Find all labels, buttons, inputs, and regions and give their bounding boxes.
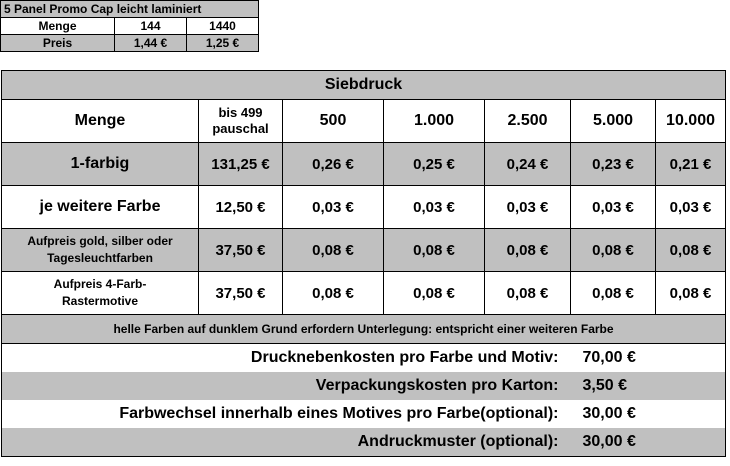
product-price-cell: 1,25 €	[187, 35, 259, 52]
price-cell: 0,03 €	[656, 186, 726, 229]
cost-label: Andruckmuster (optional):	[2, 428, 571, 457]
row-label-line2: Tagesleuchtfarben	[47, 251, 153, 265]
cost-value: 70,00 €	[571, 344, 656, 373]
table-row	[2, 272, 726, 315]
price-cell: 0,08 €	[656, 272, 726, 315]
cost-label: Drucknebenkosten pro Farbe und Motiv:	[2, 344, 571, 373]
price-cell: 37,50 €	[199, 272, 283, 315]
product-qty-cell: 1440	[187, 18, 259, 35]
price-cell: 0,08 €	[571, 272, 656, 315]
price-cell: 0,26 €	[283, 143, 384, 186]
qty-header: 10.000	[656, 100, 726, 143]
cost-value: 30,00 €	[571, 400, 656, 428]
price-cell: 0,08 €	[485, 272, 571, 315]
price-cell: 12,50 €	[199, 186, 283, 229]
price-cell: 0,23 €	[571, 143, 656, 186]
price-cell: 0,03 €	[485, 186, 571, 229]
cost-row	[2, 400, 726, 428]
siebdruck-table	[1, 70, 726, 457]
cost-spacer	[656, 344, 726, 373]
price-cell: 0,08 €	[384, 229, 485, 272]
cost-value: 3,50 €	[571, 372, 656, 400]
qty-header: 5.000	[571, 100, 656, 143]
cost-row	[2, 428, 726, 457]
price-cell: 0,21 €	[656, 143, 726, 186]
row-label-line1: Aufpreis gold, silber oder	[27, 234, 173, 248]
cost-spacer	[656, 400, 726, 428]
qty-header: 2.500	[485, 100, 571, 143]
row-label	[2, 229, 199, 272]
price-cell: 0,08 €	[283, 272, 384, 315]
table-row	[2, 143, 726, 186]
table-row	[2, 229, 726, 272]
price-cell: 0,03 €	[283, 186, 384, 229]
cost-label: Verpackungskosten pro Karton:	[2, 372, 571, 400]
product-qty-label: Menge	[1, 18, 115, 35]
row-label-line1: Aufpreis 4-Farb-	[53, 277, 147, 291]
cost-value: 30,00 €	[571, 428, 656, 457]
cost-row	[2, 344, 726, 373]
product-qty-cell: 144	[115, 18, 187, 35]
cost-row	[2, 372, 726, 400]
color-note: helle Farben auf dunklem Grund erfordern Unterlegung: entspricht einer weiteren Farbe	[2, 315, 726, 344]
header-pauschal	[199, 100, 283, 143]
price-cell: 0,08 €	[656, 229, 726, 272]
header-pauschal-line1: bis 499	[218, 105, 263, 120]
price-cell: 131,25 €	[199, 143, 283, 186]
row-label: 1-farbig	[2, 143, 199, 186]
product-title: 5 Panel Promo Cap leicht laminiert	[1, 1, 259, 18]
table-row	[2, 186, 726, 229]
qty-header: 500	[283, 100, 384, 143]
price-cell: 0,24 €	[485, 143, 571, 186]
menge-header: Menge	[2, 100, 199, 143]
product-price-table	[0, 0, 259, 52]
price-cell: 0,08 €	[283, 229, 384, 272]
price-cell: 0,25 €	[384, 143, 485, 186]
cost-label: Farbwechsel innerhalb eines Motives pro Farbe(optional):	[2, 400, 571, 428]
product-price-cell: 1,44 €	[115, 35, 187, 52]
cost-spacer	[656, 372, 726, 400]
price-cell: 0,08 €	[571, 229, 656, 272]
cost-spacer	[656, 428, 726, 457]
row-label-line2: Rastermotive	[61, 294, 139, 308]
price-cell: 0,03 €	[384, 186, 485, 229]
price-cell: 0,08 €	[384, 272, 485, 315]
row-label	[2, 272, 199, 315]
siebdruck-title: Siebdruck	[2, 71, 726, 100]
price-cell: 0,08 €	[485, 229, 571, 272]
price-cell: 0,03 €	[571, 186, 656, 229]
row-label: je weitere Farbe	[2, 186, 199, 229]
product-price-label: Preis	[1, 35, 115, 52]
qty-header: 1.000	[384, 100, 485, 143]
header-pauschal-line2: pauschal	[212, 121, 269, 136]
price-cell: 37,50 €	[199, 229, 283, 272]
